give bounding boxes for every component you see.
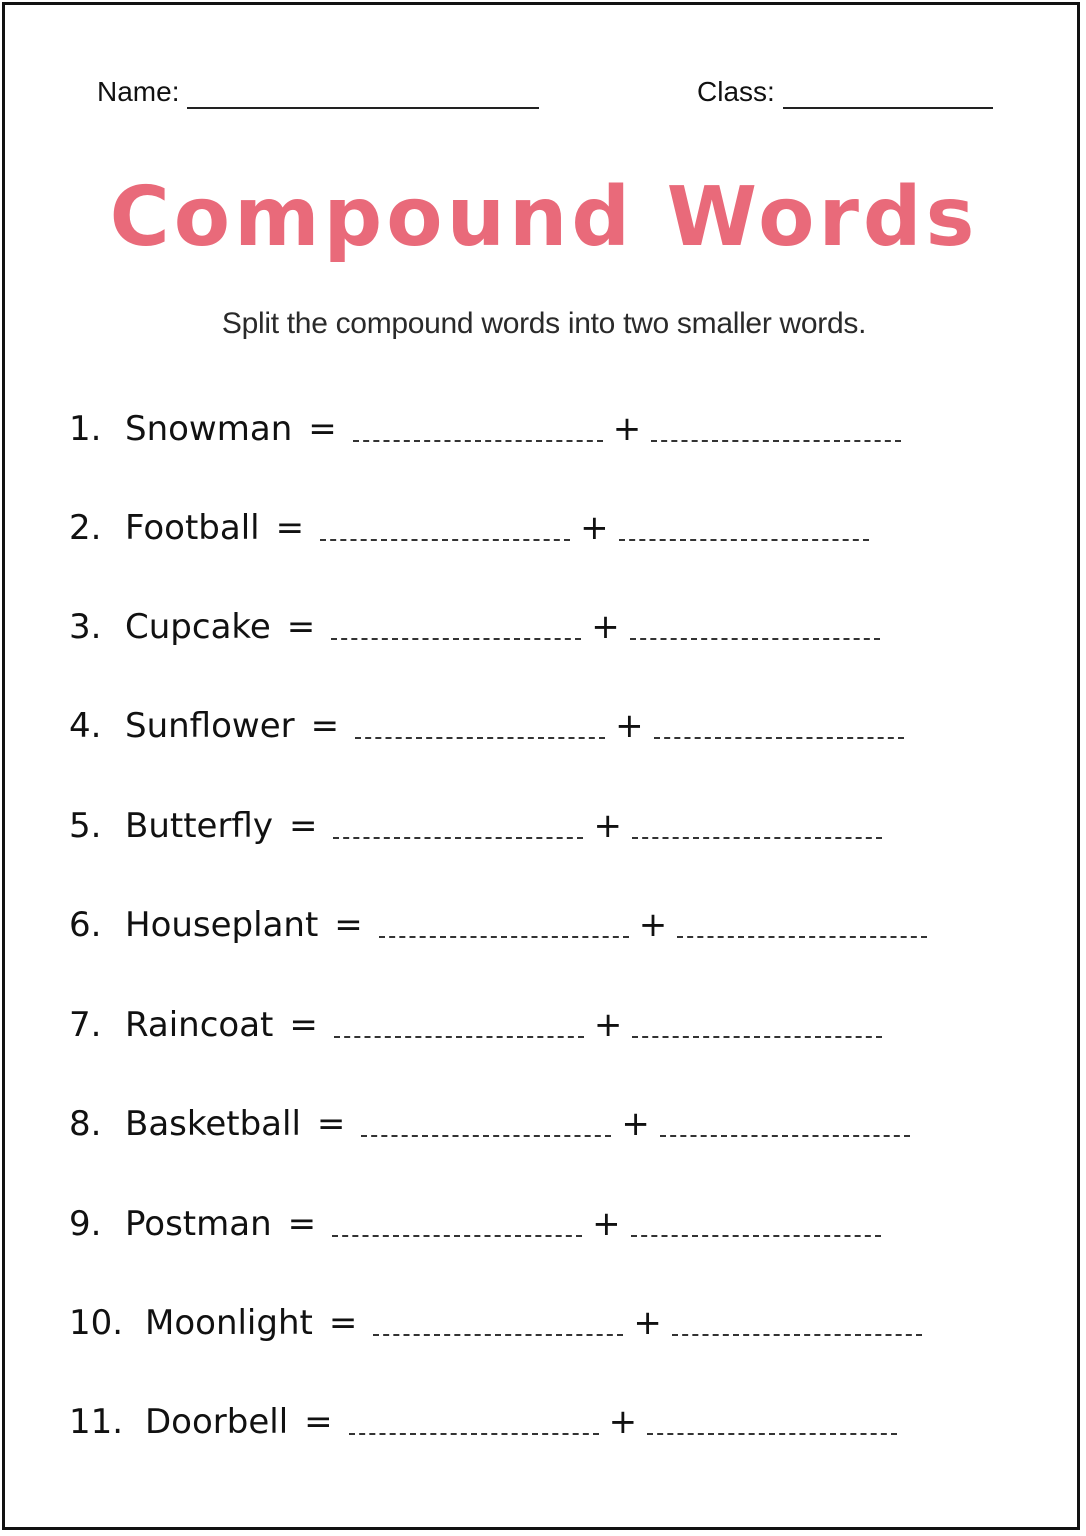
equals-sign: = [275,508,305,548]
plus-sign: + [593,1005,623,1045]
exercise-item [69,903,927,947]
equals-sign: = [287,1204,317,1244]
equals-sign: = [286,607,316,647]
answer-blank-second [619,533,869,541]
exercise-number: 4. [69,706,102,746]
exercise-word: Butterfly [125,806,273,846]
exercise-number: 11. [69,1402,124,1442]
exercise-word: Houseplant [125,905,319,945]
exercise-number: 3. [69,607,102,647]
exercise-number: 5. [69,806,102,846]
equals-sign: = [334,905,363,945]
plus-sign: + [612,409,642,449]
exercise-number: 6. [69,905,102,945]
exercise-item [69,1102,910,1146]
answer-blank-second [632,1030,882,1038]
exercise-word: Doorbell [145,1402,289,1442]
plus-sign: + [593,806,622,846]
plus-sign: + [638,905,668,945]
exercise-word: Snowman [125,409,293,449]
name-field [97,75,539,109]
answer-blank-second [630,632,880,640]
exercise-item [69,1202,881,1246]
answer-blank-first [353,434,603,442]
page-title: Compound Words [109,170,979,265]
exercise-number: 10. [69,1303,124,1343]
exercise-item [69,407,901,451]
plus-sign: + [621,1104,650,1144]
answer-blank-first [320,533,570,541]
exercise-number: 7. [69,1005,102,1045]
exercise-item [69,506,869,550]
exercise-item [69,804,882,848]
plus-sign: + [592,1204,621,1244]
exercise-word: Football [125,508,260,548]
plus-sign: + [580,508,609,548]
plus-sign: + [615,706,644,746]
answer-blank-first [331,632,581,640]
exercise-word: Raincoat [125,1005,274,1045]
answer-blank-first [361,1129,611,1137]
equals-sign: = [288,806,318,846]
answer-blank-first [355,731,605,739]
plus-sign: + [591,607,620,647]
answer-blank-first [349,1427,599,1435]
name-line [187,79,539,109]
class-label: Class: [697,76,775,107]
answer-blank-first [333,831,583,839]
answer-blank-second [672,1328,922,1336]
answer-blank-second [647,1427,897,1435]
answer-blank-second [660,1129,910,1137]
answer-blank-second [651,434,901,442]
answer-blank-second [632,831,882,839]
answer-blank-first [332,1229,582,1237]
equals-sign: = [304,1402,333,1442]
exercise-word: Postman [125,1204,272,1244]
exercise-number: 8. [69,1104,102,1144]
exercise-number: 9. [69,1204,102,1244]
equals-sign: = [316,1104,346,1144]
worksheet-page [2,2,1080,1530]
exercise-item [69,1003,882,1047]
class-line [783,79,993,109]
exercise-item [69,605,880,649]
equals-sign: = [310,706,340,746]
answer-blank-second [631,1229,881,1237]
exercise-number: 2. [69,508,102,548]
plus-sign: + [633,1303,662,1343]
name-label: Name: [97,76,180,107]
exercise-number: 1. [69,409,102,449]
exercise-word: Cupcake [125,607,271,647]
equals-sign: = [328,1303,358,1343]
exercise-word: Moonlight [145,1303,313,1343]
exercise-item [69,704,904,748]
equals-sign: = [289,1005,318,1045]
exercise-word: Sunflower [125,706,295,746]
exercise-word: Basketball [125,1104,301,1144]
plus-sign: + [608,1402,638,1442]
class-field [697,75,993,109]
answer-blank-first [379,930,629,938]
answer-blank-first [334,1030,584,1038]
answer-blank-second [677,930,927,938]
instructions: Split the compound words into two smaller words. [221,307,867,340]
exercise-item [69,1301,922,1345]
answer-blank-second [654,731,904,739]
answer-blank-first [373,1328,623,1336]
equals-sign: = [308,409,337,449]
exercise-item [69,1400,897,1444]
